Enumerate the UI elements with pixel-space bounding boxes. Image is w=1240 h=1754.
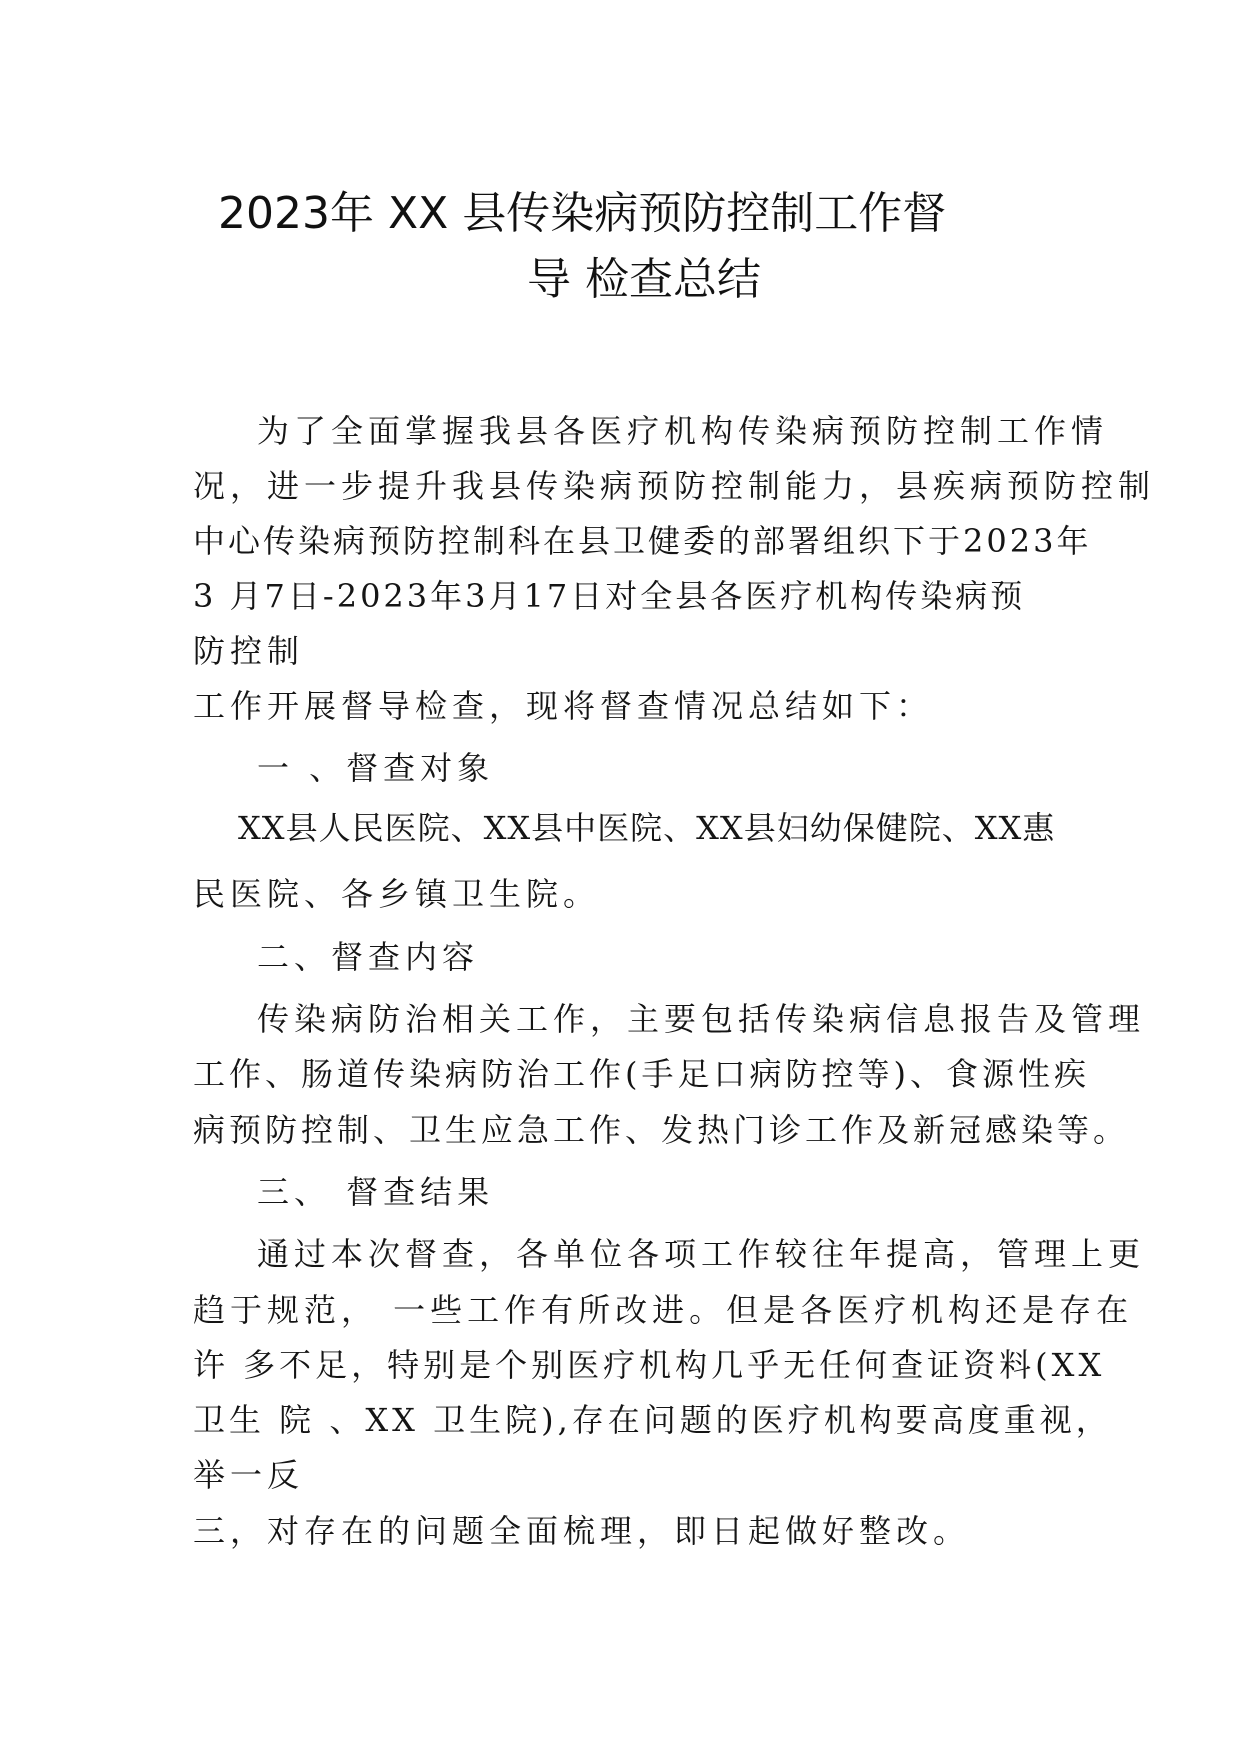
intro-line-3: 中心传染病预防控制科在县卫健委的部署组织下于2023年 — [193, 522, 1092, 560]
section-3-line-1: 通过本次督查，各单位各项工作较往年提高，管理上更 — [257, 1235, 1146, 1273]
intro-line-5: 防控制 — [193, 632, 305, 670]
section-2-line-1: 传染病防治相关工作，主要包括传染病信息报告及管理 — [257, 1000, 1146, 1038]
section-1-heading: 一 、督查对象 — [257, 749, 495, 787]
section-1-line-1: XX县人民医院、XX县中医院、XX县妇幼保健院、XX惠 — [238, 809, 1056, 847]
section-1-line-2: 民医院、各乡镇卫生院。 — [193, 875, 601, 913]
section-3-line-3: 许 多不足，特别是个别医疗机构几乎无任何查证资料(XX — [193, 1346, 1106, 1384]
section-3-line-2: 趋于规范， 一些工作有所改进。但是各医疗机构还是存在 — [193, 1291, 1134, 1329]
document-title-line-2: 导 检查总结 — [527, 254, 761, 305]
section-3-line-4: 卫生 院 、XX 卫生院),存在问题的医疗机构要高度重视， — [193, 1401, 1112, 1439]
intro-line-4: 3 月7日-2023年3月17日对全县各医疗机构传染病预 — [193, 577, 1026, 615]
section-3-heading: 三、 督查结果 — [257, 1173, 495, 1211]
intro-line-2: 况，进一步提升我县传染病预防控制能力，县疾病预防控制 — [193, 467, 1156, 505]
section-2-heading: 二、督查内容 — [257, 938, 480, 976]
section-2-line-2: 工作、肠道传染病防治工作(手足口病防控等)、食源性疾 — [193, 1055, 1090, 1093]
section-2-line-3: 病预防控制、卫生应急工作、发热门诊工作及新冠感染等。 — [193, 1111, 1130, 1149]
intro-line-1: 为了全面掌握我县各医疗机构传染病预防控制工作情 — [257, 412, 1109, 450]
section-3-line-5: 举一反 — [193, 1456, 305, 1494]
intro-line-6: 工作开展督导检查，现将督查情况总结如下： — [193, 687, 934, 725]
section-3-line-6: 三，对存在的问题全面梳理，即日起做好整改。 — [193, 1512, 971, 1550]
document-title-line-1: 2023年 XX 县传染病预防控制工作督 — [218, 188, 947, 239]
